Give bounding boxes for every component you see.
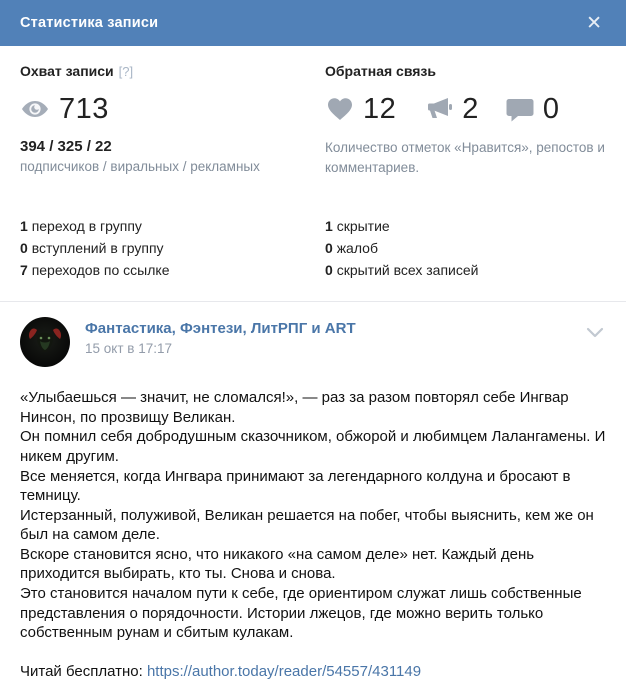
action-row	[325, 215, 606, 237]
reposts-metric	[422, 93, 479, 126]
post-paragraph: Это становится началом пути к себе, где ориентиром служат лишь собственные представления о порядочности. Истории лжецов, где можно верить только собственным рунам и сбитым кулакам.	[20, 585, 582, 642]
close-icon[interactable]: ✕	[586, 12, 602, 34]
eye-icon	[20, 94, 50, 124]
post-paragraph: Вскоре становится ясно, что никакого «на самом деле» нет. Каждый день приходится выбирать, кто ты. Снова и снова.	[20, 545, 535, 583]
cta-link[interactable]: https://author.today/reader/54557/431149	[146, 662, 422, 680]
action-value: 7	[20, 262, 28, 279]
post-info	[85, 317, 356, 356]
stats-section	[0, 46, 626, 177]
post-paragraph: Истерзанный, полуживой, Великан решается на побег, чтобы выяснить, кем же он был на самом деле.	[20, 506, 594, 544]
action-value: 1	[20, 218, 28, 235]
feedback-block	[325, 63, 606, 177]
action-label: вступлений в группу	[31, 240, 164, 257]
feedback-caption: Количество отметок «Нравится», репостов и комментариев.	[325, 140, 605, 175]
action-row	[20, 237, 325, 259]
reach-heading	[20, 63, 325, 79]
post-section	[0, 302, 626, 680]
action-row	[20, 215, 325, 237]
reach-breakdown-values: 394 / 325 / 22	[20, 138, 112, 155]
post-paragraph: Все меняется, когда Ингвара принимают за легендарного колдуна и бросают в темницу.	[20, 467, 571, 505]
megaphone-icon	[422, 94, 454, 124]
action-label: скрытие	[336, 218, 390, 235]
action-value: 0	[325, 262, 333, 279]
post-date[interactable]: 15 окт в 17:17	[85, 341, 172, 357]
action-row	[325, 259, 606, 281]
comments-metric	[505, 93, 560, 126]
post-paragraph: Он помнил себя добродушным сказочником, обжорой и любимцем Лалангамены. И никем другим.	[20, 428, 606, 465]
reach-breakdown-labels: подписчиков / виральных / рекламных	[20, 159, 260, 174]
post-author-link[interactable]: Фантастика, Фэнтези, ЛитРПГ и ART	[85, 320, 356, 338]
action-label: переход в группу	[31, 218, 142, 235]
chevron-down-icon[interactable]	[586, 327, 604, 338]
modal-title: Статистика записи	[20, 15, 159, 31]
likes-count: 12	[363, 92, 397, 125]
reach-total: 713	[59, 92, 109, 125]
feedback-metrics	[325, 92, 606, 126]
action-value: 0	[20, 240, 28, 257]
reach-block	[20, 63, 325, 177]
comment-icon	[505, 95, 535, 123]
likes-metric	[325, 93, 396, 126]
modal-header	[0, 0, 626, 46]
action-row	[325, 237, 606, 259]
heart-icon	[325, 95, 355, 123]
post-text	[20, 388, 606, 643]
reach-metric	[20, 92, 325, 126]
reach-heading-label: Охват записи	[20, 63, 114, 79]
post-cta	[20, 663, 606, 680]
action-label: жалоб	[336, 240, 378, 257]
feedback-heading: Обратная связь	[325, 63, 436, 79]
action-value: 0	[325, 240, 333, 257]
cta-label: Читай бесплатно:	[20, 662, 143, 680]
actions-section	[0, 215, 626, 281]
actions-left	[20, 215, 325, 281]
post-header	[20, 317, 606, 367]
action-value: 1	[325, 218, 333, 235]
action-row	[20, 259, 325, 281]
avatar[interactable]	[20, 317, 70, 367]
actions-right	[325, 215, 606, 281]
action-label: скрытий всех записей	[336, 262, 479, 279]
post-paragraph: «Улыбаешься — значит, не сломался!», — раз за разом повторял себе Ингвар Нинсон, по прозвищу Великан.	[20, 389, 569, 426]
action-label: переходов по ссылке	[31, 262, 170, 279]
help-hint-icon[interactable]: [?]	[118, 64, 134, 79]
comments-count: 0	[542, 92, 560, 125]
reposts-count: 2	[462, 92, 479, 125]
